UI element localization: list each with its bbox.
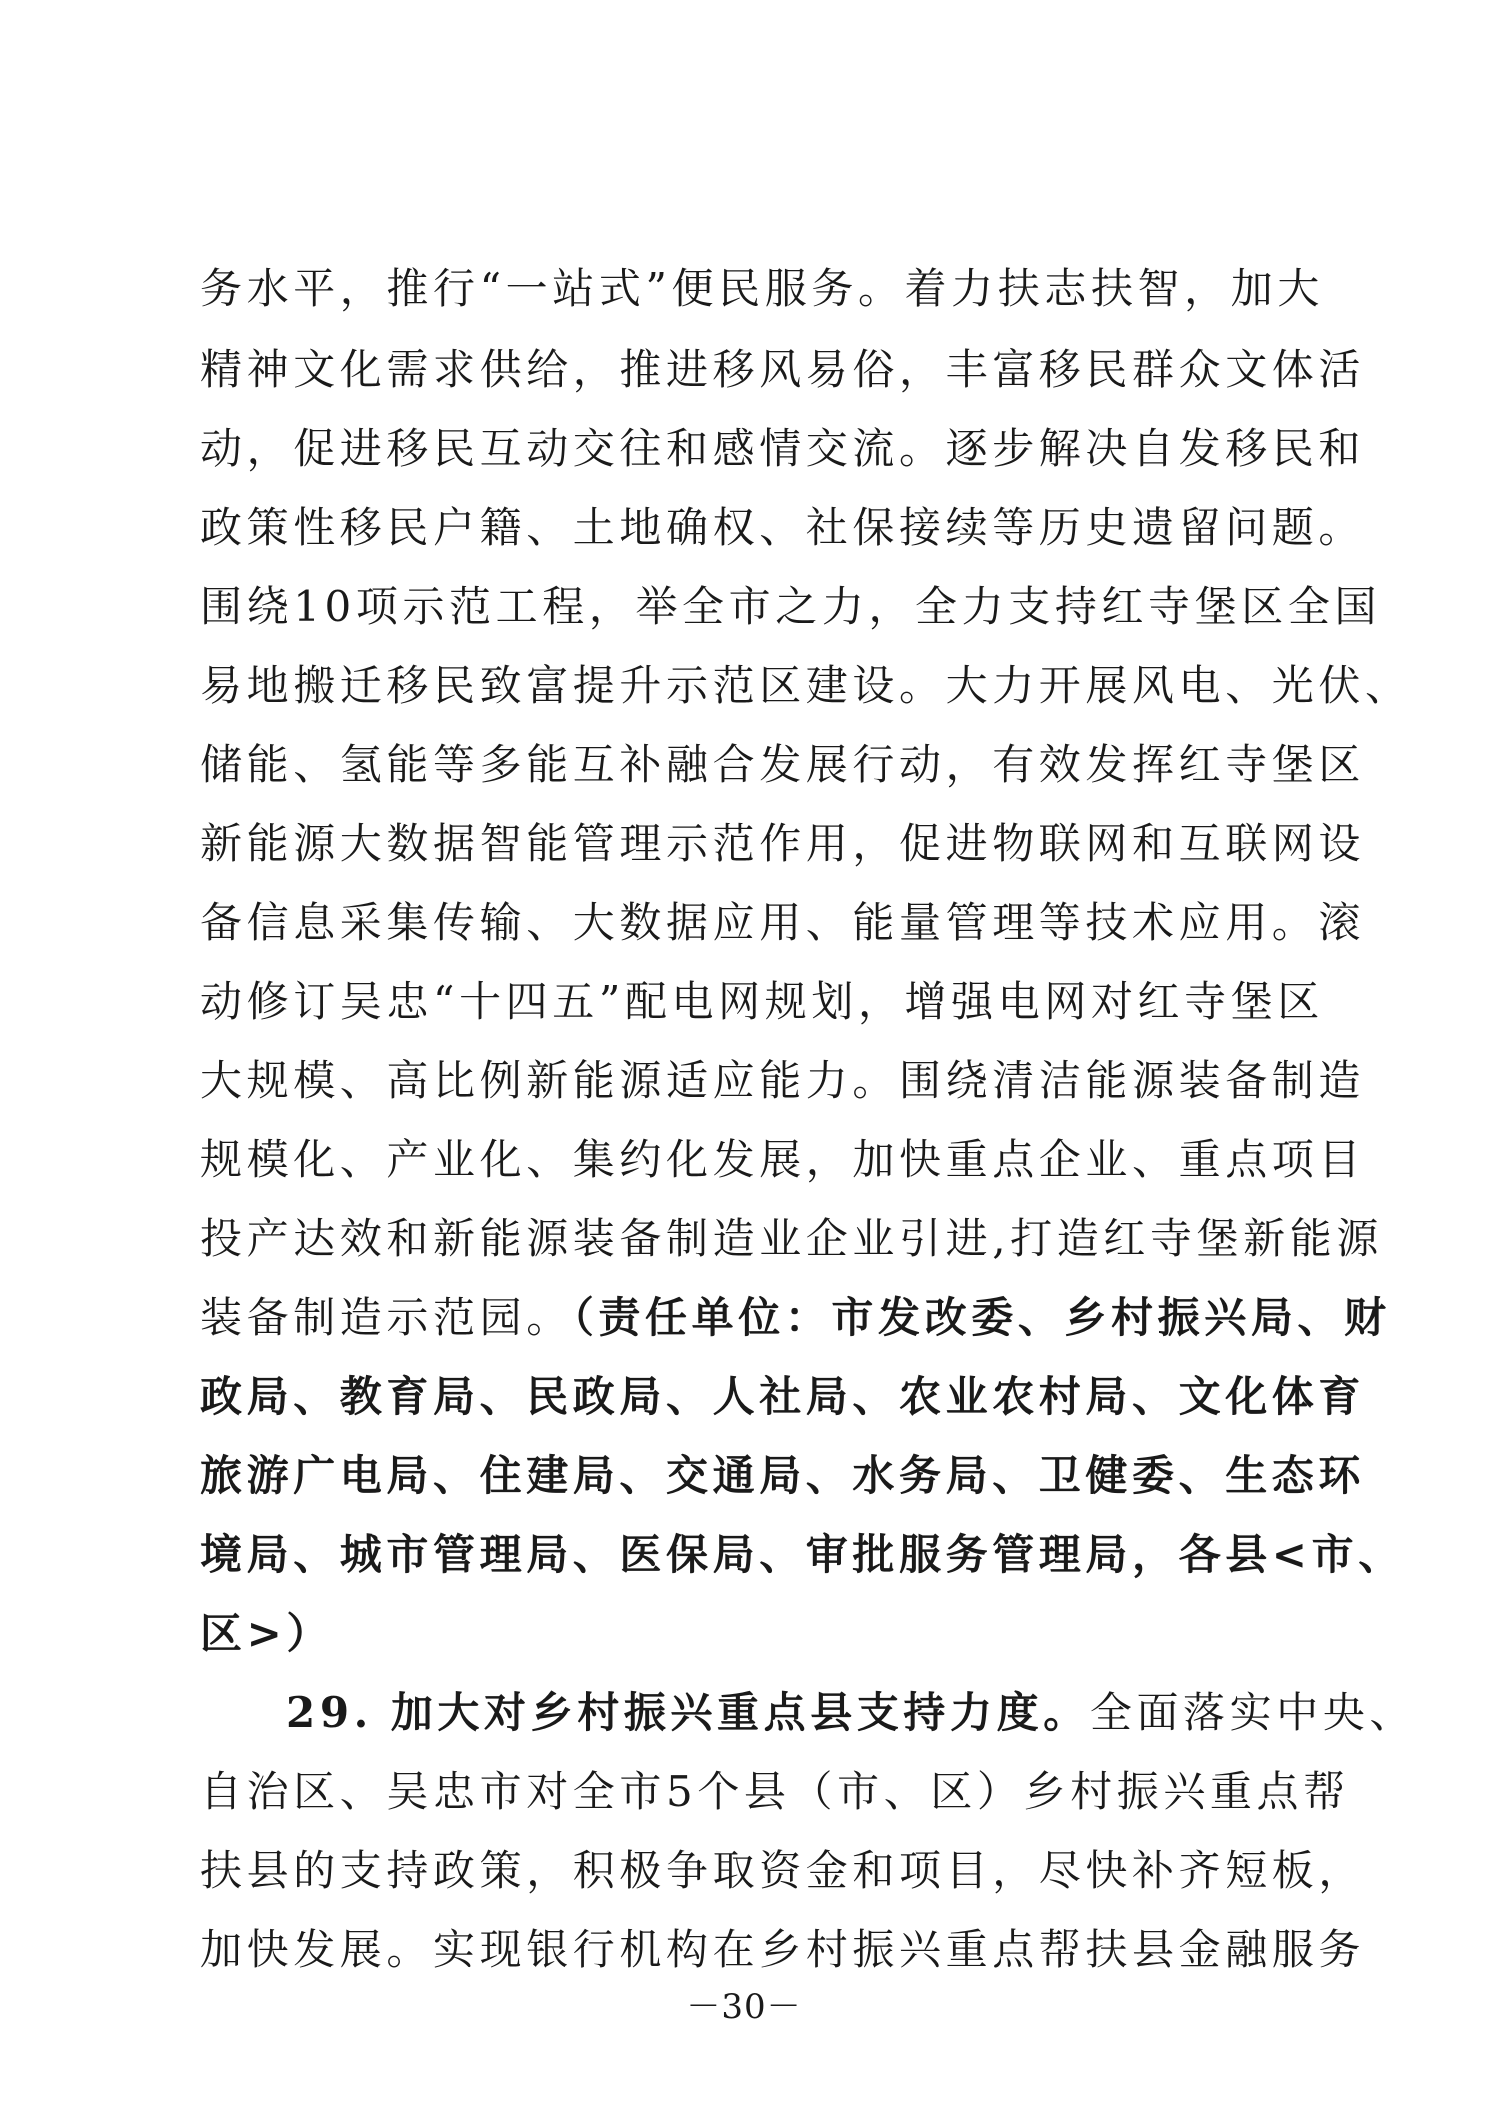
body-line-8: 新能源大数据智能管理示范作用，促进物联网和互联网设 — [200, 819, 1366, 868]
section-29-line-4: 加快发展。实现银行机构在乡村振兴重点帮扶县金融服务 — [200, 1925, 1366, 1974]
body-line-10: 动修订吴忠“十四五”配电网规划，增强电网对红寺堡区 — [200, 977, 1324, 1026]
section-29-line-1-rest: 全面落实中央、 — [1089, 1688, 1417, 1737]
body-line-4: 政策性移民户籍、土地确权、社保接续等历史遗留问题。 — [200, 503, 1366, 552]
section-29-line-3: 扶县的支持政策，积极争取资金和项目，尽快补齐短板， — [200, 1846, 1366, 1895]
responsibility-line-4: 境局、城市管理局、医保局、审批服务管理局，各县<市、 — [200, 1530, 1405, 1579]
body-line-12: 规模化、产业化、集约化发展，加快重点企业、重点项目 — [200, 1135, 1366, 1184]
body-line-14-text: 装备制造示范园。 — [200, 1293, 573, 1342]
body-line-11: 大规模、高比例新能源适应能力。围绕清洁能源装备制造 — [200, 1056, 1366, 1105]
body-line-13: 投产达效和新能源装备制造业企业引进,打造红寺堡新能源 — [200, 1214, 1383, 1263]
body-line-2: 精神文化需求供给，推进移风易俗，丰富移民群众文体活 — [200, 345, 1366, 394]
body-line-9: 备信息采集传输、大数据应用、能量管理等技术应用。滚 — [200, 898, 1366, 947]
body-line-3: 动，促进移民互动交往和感情交流。逐步解决自发移民和 — [200, 424, 1366, 473]
responsibility-start: （责任单位：市发改委、乡村振兴局、财 — [572, 1293, 1391, 1342]
section-29-title: 加大对乡村振兴重点县支持力度。 — [390, 1688, 1090, 1737]
section-29-heading — [286, 1673, 1417, 1753]
responsibility-line-2: 政局、教育局、民政局、人社局、农业农村局、文化体育 — [200, 1372, 1366, 1421]
body-line-14 — [200, 1278, 1391, 1358]
body-line-7: 储能、氢能等多能互补融合发展行动，有效发挥红寺堡区 — [200, 740, 1366, 789]
responsibility-line-5: 区>） — [200, 1609, 333, 1658]
responsibility-line-3: 旅游广电局、住建局、交通局、水务局、卫健委、生态环 — [200, 1451, 1366, 1500]
body-line-6: 易地搬迁移民致富提升示范区建设。大力开展风电、光伏、 — [200, 661, 1412, 710]
section-29-line-2: 自治区、吴忠市对全市5个县（市、区）乡村振兴重点帮 — [200, 1767, 1350, 1816]
body-line-1: 务水平，推行“一站式”便民服务。着力扶志扶智，加大 — [200, 264, 1324, 313]
body-line-5: 围绕10项示范工程，举全市之力，全力支持红寺堡区全国 — [200, 582, 1382, 631]
page-number: －30－ — [686, 1987, 802, 2027]
section-29-number: 29. — [286, 1688, 373, 1737]
